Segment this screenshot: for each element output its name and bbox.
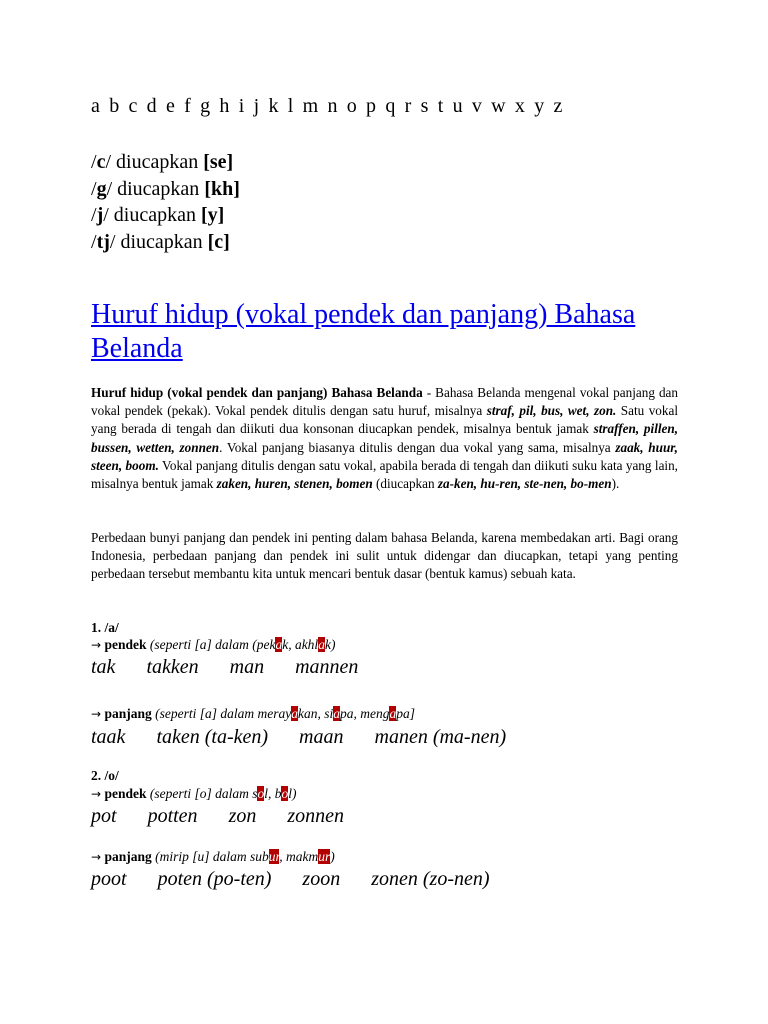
short-vowel-label [91, 637, 335, 653]
alphabet-letter: z [553, 95, 563, 117]
slash: / [91, 204, 97, 226]
alphabet-letter: k [268, 95, 279, 117]
example-word: zon [228, 805, 257, 827]
example-word: zonen (zo-nen) [371, 868, 490, 890]
alphabet-letter: y [534, 95, 545, 117]
rule-text: / diucapkan [103, 204, 201, 226]
section-heading-link[interactable]: Huruf hidup (vokal pendek dan panjang) Bahasa Belanda [91, 299, 636, 364]
sound: [y] [200, 204, 225, 226]
alphabet-letter: b [109, 95, 120, 117]
rule-text: / diucapkan [106, 178, 205, 200]
short-vowel-label [91, 786, 296, 802]
note-text: kan, si [297, 706, 334, 721]
alphabet-letter: v [471, 95, 482, 117]
note-text: (seperti [a] dalam (pek [149, 637, 276, 652]
note-text: (mirip [u] dalam sub [155, 849, 269, 864]
example-word: tak [91, 656, 116, 678]
note-text: pa, meng [339, 706, 390, 721]
example-word: maan [299, 726, 344, 748]
section-title: 2. /o/ [91, 768, 119, 783]
example-words: zaken, huren, stenen, bomen [216, 476, 373, 492]
alphabet-letter: i [238, 95, 245, 117]
highlighted-vowel: o [281, 786, 289, 801]
note-text: (seperti [o] dalam s [149, 786, 258, 801]
alphabet-letter: d [146, 95, 157, 117]
example-word: man [229, 656, 265, 678]
pronunciation-note [155, 849, 335, 864]
example-word: pot [91, 805, 117, 827]
example-word: potten [147, 805, 198, 827]
long-vowel-label [91, 706, 415, 722]
alphabet-letter: l [287, 95, 294, 117]
vowel-type: panjang [104, 849, 152, 864]
arrow-icon: → [91, 638, 102, 652]
intro-paragraph [91, 384, 678, 493]
example-word: taken (ta-ken) [156, 726, 269, 748]
note-text: l, b [264, 786, 282, 801]
intro-text: - Bahasa Belanda mengenal vokal panjang dan vokal pendek (pekak). Vokal pendek ditulis dengan satu huruf, misalnya [91, 385, 678, 419]
alphabet-letter: w [491, 95, 506, 117]
example-words: zaak, huur, steen, boom. [91, 439, 678, 473]
second-paragraph: Perbedaan bunyi panjang dan pendek ini penting dalam bahasa Belanda, karena membedakan arti. Bagi orang Indonesia, perbedaan panjang dan pendek ini sulit untuk didengar dan diucapkan, tetapi yang penting perbedaan tersebut membantu kita untuk mencari bentuk dasar (bentuk kamus) sebuah kata. [91, 530, 678, 582]
sound: [se] [203, 151, 234, 173]
pronunciation-note [150, 786, 297, 801]
highlighted-vowel: a [275, 637, 283, 652]
pronunciation-note [155, 706, 415, 721]
alphabet-letter: x [514, 95, 525, 117]
pronunciation-rule [91, 151, 233, 174]
vowel-type: pendek [104, 786, 147, 801]
alphabet-letter: t [437, 95, 444, 117]
rule-text: / diucapkan [109, 231, 208, 253]
example-word: taak [91, 726, 126, 748]
note-text: k) [324, 637, 336, 652]
alphabet-letter: u [452, 95, 463, 117]
note-text: l) [288, 786, 297, 801]
pronunciation-note [150, 637, 336, 652]
slash: / [91, 231, 97, 253]
sound: [kh] [204, 178, 240, 200]
slash: / [91, 178, 97, 200]
alphabet-letter: g [200, 95, 211, 117]
example-words: straffen, pillen, bussen, wetten, zonnen [91, 421, 679, 455]
example-word-row [91, 805, 375, 828]
note-text: , makm [279, 849, 319, 864]
letter: c [96, 151, 106, 173]
example-word: takken [146, 656, 199, 678]
alphabet-letter: o [346, 95, 357, 117]
pronunciation-rule [91, 231, 230, 254]
alphabet-letter: n [327, 95, 338, 117]
highlighted-vowel: o [257, 786, 265, 801]
letter: tj [96, 231, 110, 253]
highlighted-vowel: ur [268, 849, 280, 864]
highlighted-vowel: a [291, 706, 298, 721]
note-text: (seperti [a] dalam meray [155, 706, 292, 721]
pronunciation-rule [91, 204, 224, 227]
alphabet-letter: a [91, 95, 100, 117]
alphabet-letter: f [184, 95, 191, 117]
intro-text: ). [611, 476, 620, 492]
alphabet-letter: e [165, 95, 175, 117]
example-words: za-ken, hu-ren, ste-nen, bo-men [437, 476, 612, 492]
example-word-row [91, 656, 389, 679]
rule-text: / diucapkan [105, 151, 204, 173]
sound: [c] [207, 231, 230, 253]
letter: j [96, 204, 104, 226]
intro-text: . Vokal panjang biasanya ditulis dengan dua vokal yang sama, misalnya [219, 439, 616, 455]
intro-text: (diucapkan [372, 476, 438, 492]
alphabet-letter: c [128, 95, 138, 117]
vowel-type: pendek [104, 637, 147, 652]
alphabet-letter: m [302, 95, 319, 117]
alphabet-letter: s [420, 95, 429, 117]
intro-text: Vokal panjang ditulis dengan satu vokal, apabila berada di tengah dan diikuti suku kata yang lain, misalnya bentuk jamak [91, 457, 678, 492]
pronunciation-rule [91, 178, 240, 201]
alphabet-line [91, 95, 572, 118]
highlighted-vowel: ur [318, 849, 331, 864]
arrow-icon: → [91, 850, 102, 864]
example-word: poten (po-ten) [157, 868, 272, 890]
slash: / [91, 151, 97, 173]
highlighted-vowel: a [318, 637, 325, 652]
note-text: pa] [396, 706, 415, 721]
example-word: poot [91, 868, 127, 890]
highlighted-vowel: a [333, 706, 340, 721]
alphabet-letter: j [253, 95, 260, 117]
example-word: zoon [302, 868, 341, 890]
letter: g [96, 178, 107, 200]
intro-bold-title: Huruf hidup (vokal pendek dan panjang) Bahasa Belanda [91, 385, 423, 400]
section-title: 1. /a/ [91, 620, 119, 635]
example-word: manen (ma-nen) [374, 726, 507, 748]
alphabet-letter: q [385, 95, 396, 117]
example-words: straf, pil, bus, wet, zon. [486, 403, 617, 419]
example-word: zonnen [287, 805, 345, 827]
note-text: ) [330, 849, 335, 864]
example-word-row [91, 868, 521, 891]
alphabet-letter: r [404, 95, 412, 117]
example-word-row [91, 726, 537, 749]
alphabet-letter: p [366, 95, 377, 117]
long-vowel-label [91, 849, 335, 865]
example-word: mannen [295, 656, 359, 678]
intro-text: Satu vokal yang berada di tengah dan diikuti dua konsonan diucapkan pendek, misalnya bentuk jamak [91, 403, 678, 437]
highlighted-vowel: a [389, 706, 397, 721]
arrow-icon: → [91, 707, 102, 721]
vowel-type: panjang [104, 706, 152, 721]
note-text: k, akhl [282, 637, 319, 652]
alphabet-letter: h [219, 95, 230, 117]
arrow-icon: → [91, 787, 102, 801]
